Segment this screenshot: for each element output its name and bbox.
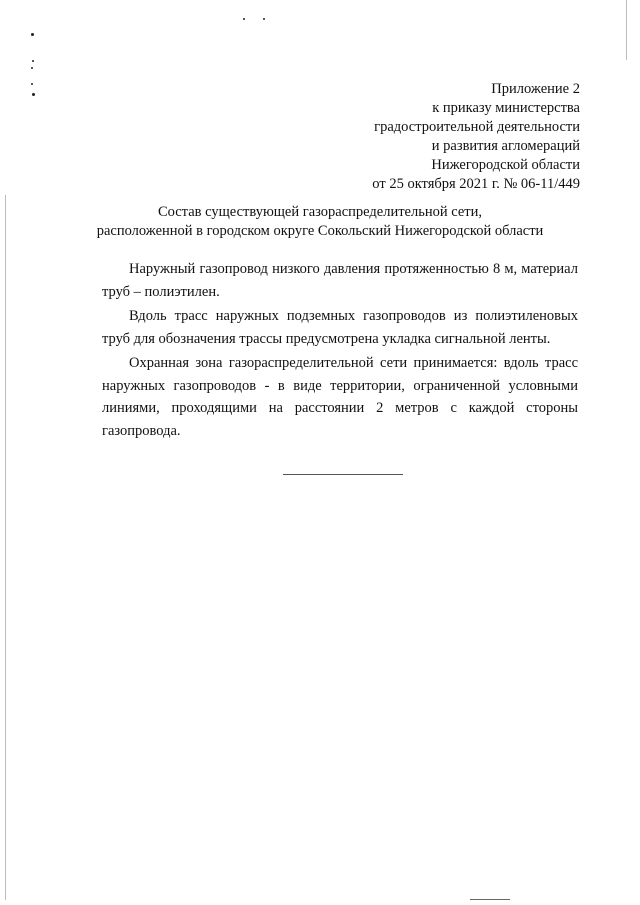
- scan-speck: [32, 93, 35, 96]
- body-paragraph: Наружный газопровод низкого давления протяженностью 8 м, материал труб – полиэтилен.: [102, 261, 578, 300]
- body-paragraph: Охранная зона газораспределительной сети принимается: вдоль трасс наружных газопроводов - в виде территории, ограниченной условными линиями, проходящими на расстоянии 2 метров с каждой стороны газопровода.: [102, 355, 578, 439]
- body-paragraph: Вдоль трасс наружных подземных газопроводов из полиэтиленовых труб для обозначения трассы предусмотрена укладка сигнальной ленты.: [102, 308, 578, 347]
- scan-speck: [31, 83, 33, 85]
- scan-speck: [263, 18, 265, 20]
- scan-speck: [32, 60, 34, 62]
- appendix-line: и развития агломераций: [431, 138, 580, 154]
- title-line-2: расположенной в городском округе Сокольский Нижегородской области: [96, 223, 544, 239]
- appendix-line: градостроительной деятельности: [374, 119, 580, 135]
- document-title: [0, 203, 640, 241]
- footer-mark: [470, 899, 510, 900]
- appendix-line: Нижегородской области: [431, 157, 580, 173]
- document-body: [102, 258, 578, 444]
- appendix-line: к приказу министерства: [432, 100, 580, 116]
- end-separator-line: [283, 474, 403, 475]
- scan-edge-line: [5, 195, 6, 900]
- scan-speck: [243, 18, 245, 20]
- appendix-line: от 25 октября 2021 г. № 06-11/449: [372, 176, 580, 192]
- appendix-header: [372, 80, 580, 194]
- scan-edge-line: [626, 0, 627, 60]
- scan-speck: [31, 67, 33, 69]
- scan-speck: [31, 33, 34, 36]
- title-line-1: Состав существующей газораспределительной сети,: [157, 204, 483, 220]
- appendix-line: Приложение 2: [491, 81, 580, 97]
